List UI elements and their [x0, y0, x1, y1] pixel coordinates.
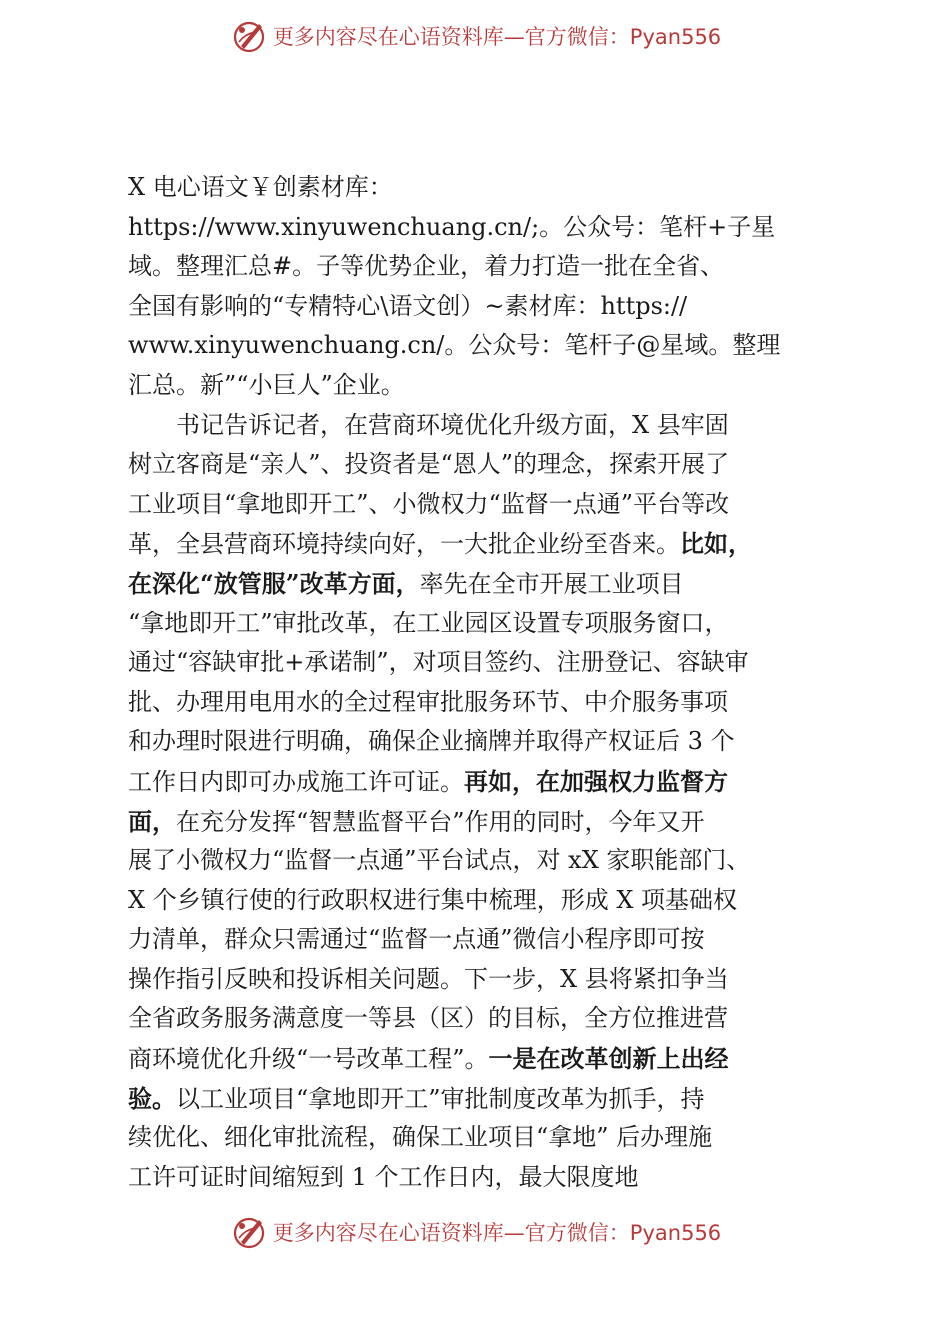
bold-text-run: 面，	[128, 806, 176, 836]
text-line	[128, 287, 793, 327]
text-line	[128, 802, 793, 842]
text-line	[128, 326, 793, 366]
text-line	[128, 168, 793, 208]
text-run: www.xinyuwenchuang.cn/。公众号：笔杆子@星域。整理	[128, 331, 781, 360]
text-line	[128, 960, 793, 1000]
text-line	[128, 564, 793, 604]
text-run: 全国有影响的“专精特心\语文创）~素材库：https://	[128, 291, 688, 320]
text-run: “拿地即开工”审批改革，在工业园区设置专项服务窗口，	[128, 608, 729, 637]
bold-text-run: 验。	[128, 1083, 176, 1113]
bold-text-run: 比如，	[680, 529, 752, 559]
text-line	[128, 999, 793, 1039]
text-run: https://www.xinyuwenchuang.cn/;。公众号：笔杆+子星	[128, 212, 776, 241]
text-run: 操作指引反映和投诉相关问题。下一步，X 县将紧扣争当	[128, 964, 729, 993]
pen-seal-icon	[229, 16, 269, 56]
text-run: 和办理时限进行明确，确保企业摘牌并取得产权证后 3 个	[128, 727, 735, 756]
text-run: X 个乡镇行使的行政职权进行集中梳理，形成 X 项基础权	[128, 885, 738, 914]
text-line	[128, 722, 793, 762]
text-run: 续优化、细化审批流程，确保工业项目“拿地” 后办理施	[128, 1123, 713, 1152]
text-run: 树立客商是“亲人”、投资者是“恩人”的理念，探索开展了	[128, 450, 730, 479]
text-line	[128, 445, 793, 485]
text-line	[128, 841, 793, 881]
text-run: 商环境优化升级“一号改革工程”。	[128, 1045, 489, 1074]
text-run: 批、办理用电用水的全过程审批服务环节、中介服务事项	[128, 687, 728, 716]
text-run: 书记告诉记者，在营商环境优化升级方面，X 县牢固	[128, 410, 729, 439]
text-line	[128, 1158, 793, 1198]
text-run: 工业项目“拿地即开工”、小微权力“监督一点通”平台等改	[128, 489, 730, 518]
pen-seal-icon	[229, 1212, 269, 1252]
text-line	[128, 485, 793, 525]
text-run: 通过“容缺审批+承诺制”，对项目签约、注册登记、容缺审	[128, 648, 749, 677]
text-line	[128, 247, 793, 287]
text-line	[128, 406, 793, 446]
text-line	[128, 1039, 793, 1079]
text-run: 力清单，群众只需通过“监督一点通”微信小程序即可按	[128, 925, 705, 954]
text-run: 全省政务服务满意度一等县（区）的目标，全方位推进营	[128, 1004, 728, 1033]
text-line	[128, 1079, 793, 1119]
header-banner-text: 更多内容尽在心语资料库—官方微信：Pyan556	[272, 25, 722, 49]
document-body	[128, 168, 793, 1197]
text-line	[128, 643, 793, 683]
text-run: 汇总。新”“小巨人”企业。	[128, 370, 405, 399]
header-banner	[0, 12, 950, 60]
text-line	[128, 683, 793, 723]
text-line	[128, 524, 793, 564]
text-run: 域。整理汇总#。子等优势企业，着力打造一批在全省、	[128, 252, 725, 281]
text-line	[128, 881, 793, 921]
bold-text-run: 在深化“放管服”改革方面，	[128, 568, 420, 598]
footer-banner-text: 更多内容尽在心语资料库—官方微信：Pyan556	[272, 1221, 722, 1245]
text-line	[128, 366, 793, 406]
text-run: 率先在全市开展工业项目	[419, 569, 684, 598]
text-run: X 电心语文￥创素材库：	[128, 173, 393, 201]
text-line	[128, 208, 793, 248]
bold-text-run: 再如，在加强权力监督方	[464, 766, 728, 796]
text-line	[128, 920, 793, 960]
text-run: 工许可证时间缩短到 1 个工作日内，最大限度地	[128, 1162, 639, 1191]
text-run: 革，全县营商环境持续向好，一大批企业纷至沓来。	[128, 530, 680, 559]
text-line	[128, 604, 793, 644]
text-line	[128, 762, 793, 802]
text-run: 在充分发挥“智慧监督平台”作用的同时，今年又开	[176, 807, 705, 836]
text-run: 展了小微权力“监督一点通”平台试点，对 xX 家职能部门、	[128, 846, 751, 875]
bold-text-run: 一是在改革创新上出经	[488, 1044, 729, 1074]
text-run: 工作日内即可办成施工许可证。	[128, 767, 464, 796]
footer-banner	[0, 1208, 950, 1256]
text-line	[128, 1118, 793, 1158]
text-run: 以工业项目“拿地即开工”审批制度改革为抓手，持	[176, 1084, 705, 1113]
